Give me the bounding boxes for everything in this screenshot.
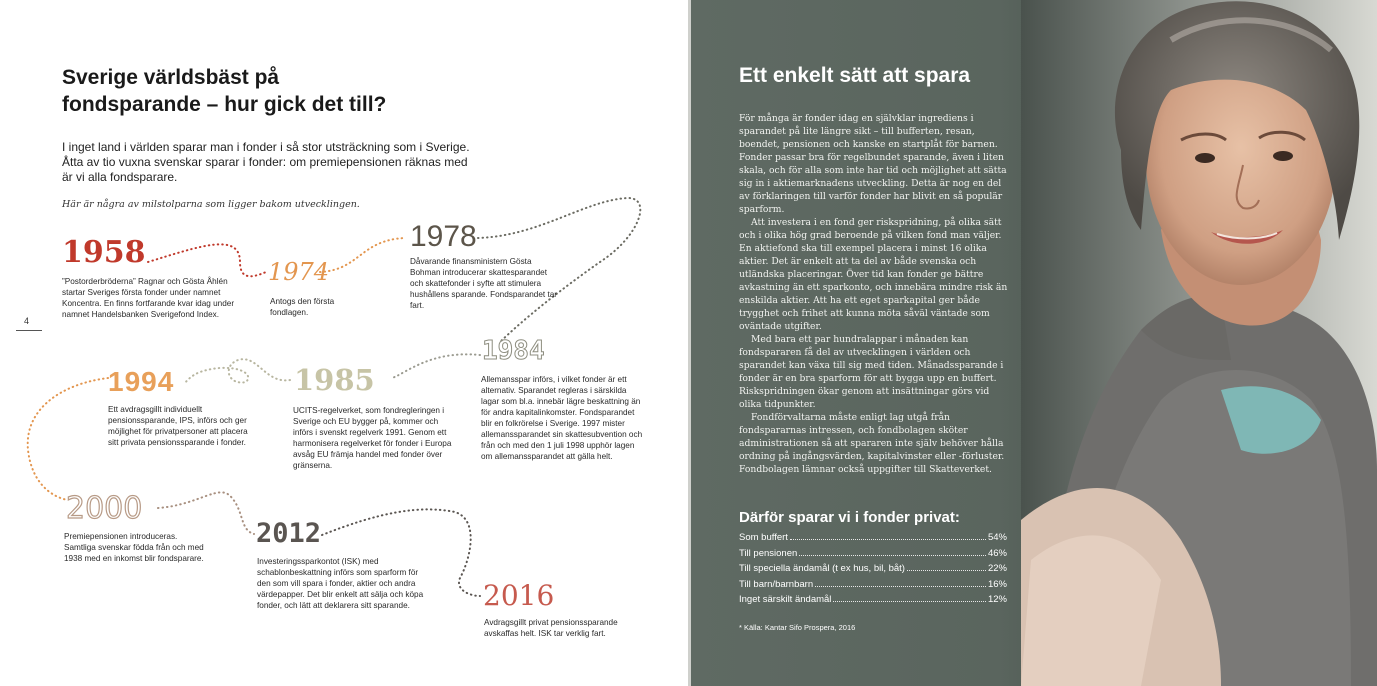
milestone-1978-text: Dåvarande finansministern Gösta Bohman introducerar skattesparandet och skattefonder i syfte att stimulera hushållens sparande. Fondsparandet tar fart. xyxy=(410,257,558,310)
left-page xyxy=(0,0,688,686)
stat-label: Till speciella ändamål (t ex hus, bil, båt) xyxy=(739,563,905,574)
path-1974-1978 xyxy=(320,238,405,272)
portrait-photo xyxy=(1021,0,1377,686)
title-line-1: Sverige världsbäst på xyxy=(62,66,280,89)
right-page-title: Ett enkelt sätt att spara xyxy=(739,64,971,87)
year-1994: 1994 xyxy=(108,366,175,397)
stat-leader-dots xyxy=(790,539,986,540)
right-page xyxy=(691,0,1377,686)
year-1978: 1978 xyxy=(410,220,477,253)
stat-leader-dots xyxy=(833,601,986,602)
milestone-1958-text: ”Postorderbröderna” Ragnar och Gösta Åhlén startar Sveriges första fonder under namnet Koncentra. En finns fortfarande kvar idag under namnet Handelsbanken Sverigefond Index. xyxy=(62,277,235,319)
stat-value: 46% xyxy=(987,547,1007,559)
body-paragraph-4: Fondförvaltarna måste enligt lag utgå från fondspararnas intressen, och fondbolagen sköter administrationen så att spararen inte själv behöver hålla ordning på ingångsvärden, kapitalvinster eller -förluster. Fondbolagen lämnar också uppgifter till Skatteverket. xyxy=(739,412,1005,475)
milestone-1984-text: Allemansspar införs, i vilket fonder är ett alternativ. Sparandet regleras i särskilda lagar som bl.a. innebär lägre beskattning än för andra kapitalinkomster. Fondsparandet blir en folkrörelse i Sverige. 1997 mister allemanssparandet sin skattesubvention och från och med den 1 juli 1998 upphör lagen om allemanssparandet att gälla helt. xyxy=(481,375,643,461)
stat-row xyxy=(739,530,1007,546)
milestone-1994-text: Ett avdragsgillt individuellt pensionssparande, IPS, införs och ger möjlighet för privatpersoner att placera sitt privata pensionssparande i fonder. xyxy=(108,405,248,447)
year-1984: 1984 xyxy=(482,336,545,366)
stat-value: 54% xyxy=(987,532,1007,543)
body-paragraph-1: För många är fonder idag en självklar ingrediens i sparandet på lite längre sikt – till bufferten, resan, boendet, pensionen och kanske en startplåt för barnen. Fonder passar bra för regelbundet sparande, även i liten skala, och för alla som inte har tid och möjlighet att sätta sig in i aktiemarknadens utveckling. Detta är nog en del av förklaringen till varför fonder har blivit en så populär sparform. xyxy=(739,113,1007,215)
stat-label: Inget särskilt ändamål xyxy=(739,594,832,605)
path-2000-2012 xyxy=(158,492,254,534)
page-number: 4 xyxy=(24,316,30,326)
stat-value: 22% xyxy=(987,563,1007,574)
source-note: * Källa: Kantar Sifo Prospera, 2016 xyxy=(739,623,856,632)
path-1958-1974 xyxy=(148,244,266,276)
stat-value: 12% xyxy=(987,594,1007,605)
stat-row xyxy=(739,561,1007,577)
lead-text: Här är några av milstolparna som ligger bakom utvecklingen. xyxy=(62,199,360,210)
body-paragraph-3: Med bara ett par hundralappar i månaden kan fondspararen få del av utvecklingen i världen och sparandet kan växa till sig med tiden. Månadssparande i fonder är en bra sparform för att bygga upp en buffert. Riskspridningen ökar genom att insättningar görs vid olika tidpunkter. xyxy=(739,334,1004,410)
stat-label: Som buffert xyxy=(739,532,788,543)
milestone-2012-text: Investeringssparkontot (ISK) med schablonbeskattning införs som sparform för den som vill spara i fonder, aktier och andra värdepapper. Det blir enkelt att sälja och köpa fonder, och lätt att deklarera sitt sparande. xyxy=(257,557,424,610)
intro-text: I inget land i världen sparar man i fonder i så stor utsträckning som i Sverige. Åtta av tio vuxna svenskar sparar i fonder: om premiepensionen räknas med är vi alla fondsparare. xyxy=(62,140,470,184)
milestone-1985-text: UCITS-regelverket, som fondregleringen i Sverige och EU bygger på, kommer och införs i svenskt regelverk 1991. Genom ett harmonisera regelverket för fonder i Europa avsåg EU främja handel med fonder över gränserna. xyxy=(293,406,452,470)
milestone-2000-text: Premiepensionen introduceras. Samtliga svenskar födda från och med 1938 med en inkomst blir fondsparare. xyxy=(64,532,204,563)
year-1974: 1974 xyxy=(268,258,330,286)
body-paragraph-2: Att investera i en fond ger riskspridning, på olika sätt och i olika hög grad beroende på vilken fond man väljer. En aktiefond ska till exempel placera i minst 16 olika aktier. Det är enkelt att ta del av både svenska och utländska placeringar. Över tid kan fonder ge bättre avkastning än ett sparkonto, och innebära mindre risk än enskilda aktier. Att ha ett eget sparkapital ger både trygghet och frihet att kunna möta såväl väntade som oväntade utgifter. xyxy=(739,217,1008,332)
stat-leader-dots xyxy=(815,586,986,587)
stat-row xyxy=(739,592,1007,608)
stat-label: Till pensionen xyxy=(739,547,798,559)
year-2000: 2000 xyxy=(66,491,143,526)
stat-row xyxy=(739,546,1007,562)
stats-title: Därför sparar vi i fonder privat: xyxy=(739,509,960,526)
right-page-body xyxy=(739,112,1009,476)
path-1984-1985 xyxy=(392,354,480,378)
year-1958: 1958 xyxy=(62,235,146,270)
stats-list xyxy=(739,530,1007,608)
stat-row xyxy=(739,577,1007,593)
year-2012: 2012 xyxy=(256,518,322,549)
year-2016: 2016 xyxy=(483,579,555,612)
year-1985: 1985 xyxy=(294,363,375,397)
page-title xyxy=(62,64,482,118)
milestone-1974-text: Antogs den första fondlagen. xyxy=(270,297,335,317)
path-1994-2000 xyxy=(28,378,108,500)
page-number-rule xyxy=(16,330,42,331)
stat-leader-dots xyxy=(799,555,986,556)
stat-label: Till barn/barnbarn xyxy=(739,578,814,590)
milestone-2016-text: Avdragsgillt privat pensionssparande avskaffas helt. ISK tar verklig fart. xyxy=(484,618,618,638)
path-1985-1994 xyxy=(184,359,290,384)
stat-value: 16% xyxy=(987,578,1007,590)
title-line-2: fondsparande – hur gick det till? xyxy=(62,93,387,116)
stat-leader-dots xyxy=(907,570,986,571)
